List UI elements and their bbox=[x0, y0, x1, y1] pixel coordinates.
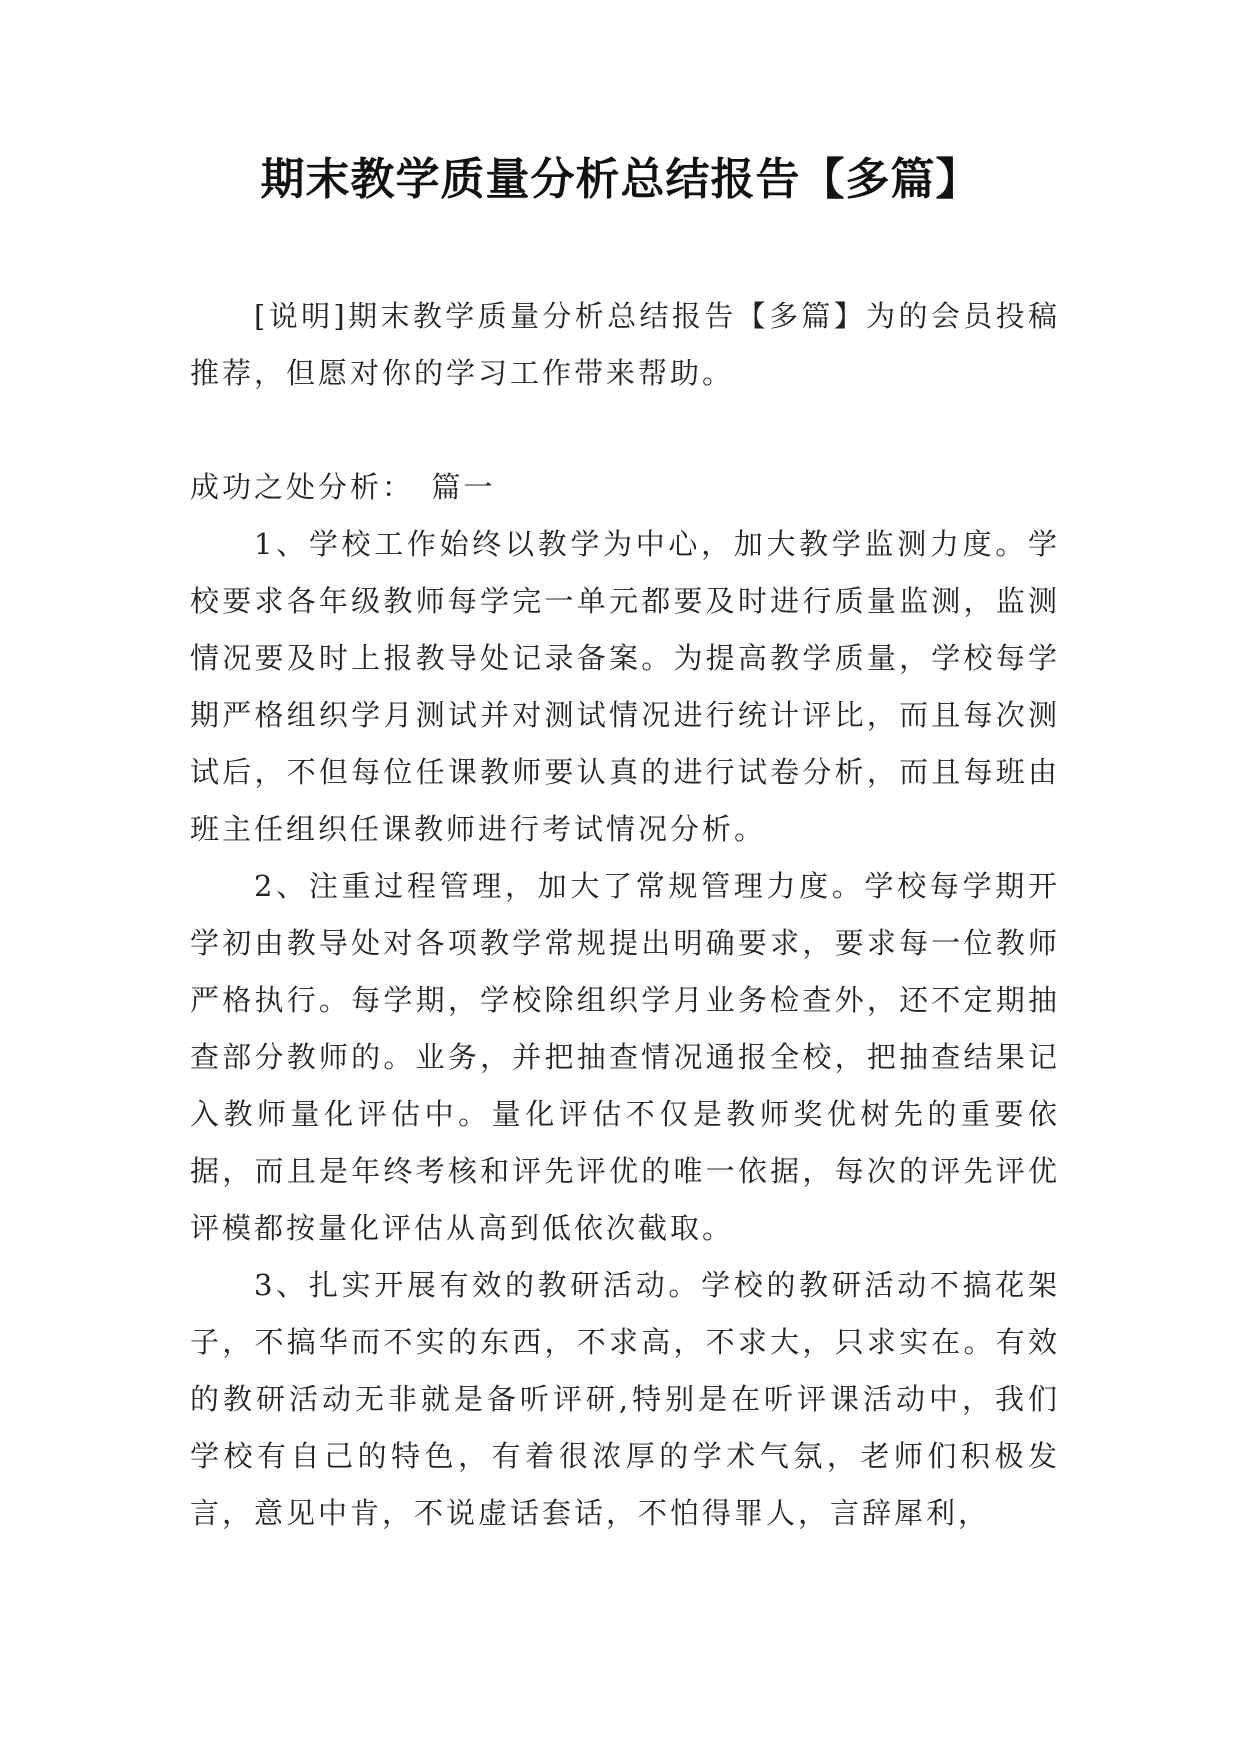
paragraph-3: 3、扎实开展有效的教研活动。学校的教研活动不搞花架子，不搞华而不实的东西，不求高，不求大，只求实在。有效的教研活动无非就是备听评研,特别是在听评课活动中，我们学校有自己的特色，有着很浓厚的学术气氛，老师们积极发言，意见中肯，不说虚话套话，不怕得罪人，言辞犀利， bbox=[190, 1268, 1060, 1530]
paragraph-2: 2、注重过程管理，加大了常规管理力度。学校每学期开学初由教导处对各项教学常规提出明确要求，要求每一位教师严格执行。每学期，学校除组织学月业务检查外，还不定期抽查部分教师的。业务，并把抽查情况通报全校，把抽查结果记入教师量化评估中。量化评估不仅是教师奖优树先的重要依据，而且是年终考核和评先评优的唯一依据，每次的评先评优评模都按量化评估从高到低依次截取。 bbox=[190, 869, 1060, 1245]
document-body bbox=[190, 288, 1060, 1542]
section-heading: 成功之处分析： 篇一 bbox=[190, 470, 496, 504]
intro-paragraph: [说明]期末教学质量分析总结报告【多篇】为的会员投稿推荐，但愿对你的学习工作带来帮助。 bbox=[190, 299, 1060, 390]
paragraph-gap bbox=[190, 402, 1060, 459]
document-title: 期末教学质量分析总结报告【多篇】 bbox=[260, 154, 981, 205]
paragraph-1: 1、学校工作始终以教学为中心，加大教学监测力度。学校要求各年级教师每学完一单元都要及时进行质量监测，监测情况要及时上报教导处记录备案。为提高教学质量，学校每学期严格组织学月测试并对测试情况进行统计评比，而且每次测试后，不但每位任课教师要认真的进行试卷分析，而且每班由班主任组织任课教师进行考试情况分析。 bbox=[190, 527, 1060, 846]
